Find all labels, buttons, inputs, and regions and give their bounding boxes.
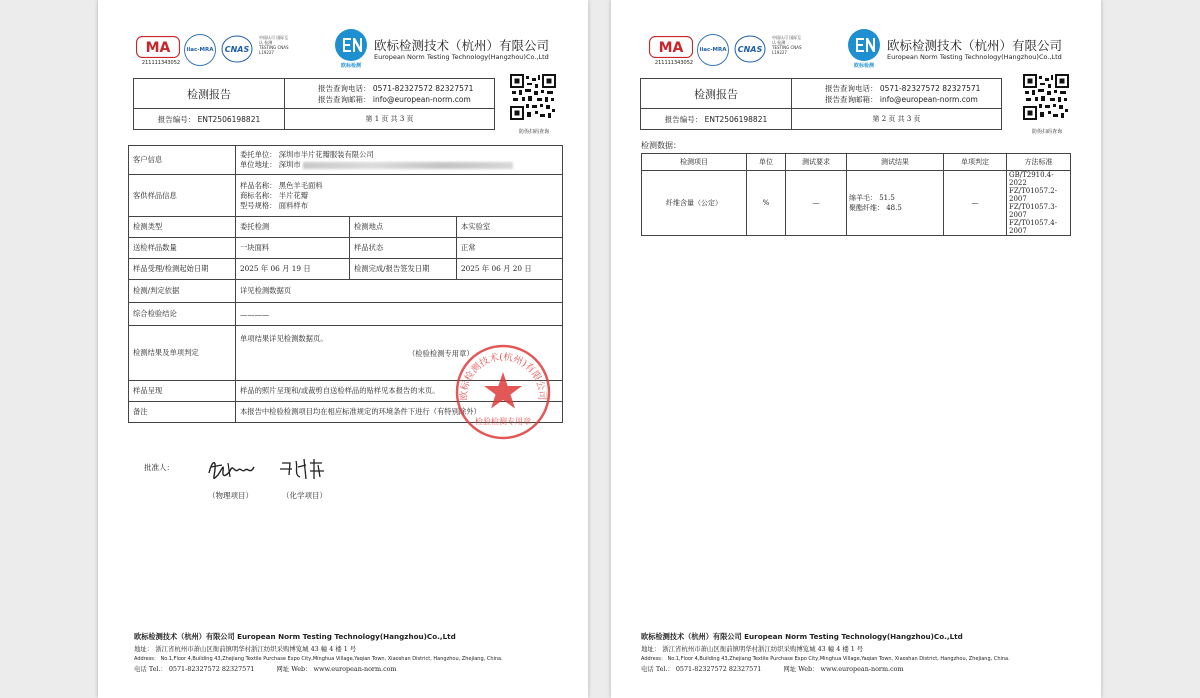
svg-text:CNAS: CNAS (224, 45, 250, 54)
remark-label: 备注 (129, 402, 236, 423)
method-standard: GB/T2910.4-2022 (1009, 171, 1054, 187)
cma-code: 211111343052 (141, 60, 181, 66)
table-row (129, 175, 563, 217)
cma-code: 211111343052 (654, 60, 694, 66)
footer-address-en: Address： No.1,Floor 4,Building 43,Zhejiang Textile Purchase Expo City,Minghua Village,Yaqian Town, Xiaoshan District, Hangzhou, Zhejiang, China. (641, 656, 1010, 662)
footer (134, 632, 574, 673)
model-spec: 型号规格： 面料样布 (240, 200, 308, 210)
approver-physical-caption: （物理项目） (208, 491, 253, 500)
sample-name: 样品名称： 黑色羊毛面料 (240, 180, 323, 190)
client-info-value (236, 146, 563, 175)
footer-address-en: Address： No.1,Floor 4,Building 43,Zhejiang Textile Purchase Expo City,Minghua Village,Yaqian Town, Xiaoshan District, Hangzhou, Zhejiang, China. (134, 656, 503, 662)
footer (641, 632, 1081, 673)
footer-address-cn: 地址： 浙江省杭州市萧山区衙前镇明华村浙江纺织采购博览城 43 幢 4 楼 1 号 (641, 645, 864, 653)
phone-line: 报告查询电话： 0571-82327572 82327571 (318, 84, 474, 93)
footer-tel: 电话 Tel.： 0571-82327572 82327571 (134, 665, 255, 673)
footer-company: 欧标检测技术（杭州）有限公司 European Norm Testing Technology(Hangzhou)Co.,Ltd (134, 632, 456, 641)
cnas-logo-icon (221, 34, 253, 64)
table-row (129, 146, 563, 175)
table-row (642, 171, 1071, 236)
table-row (129, 217, 563, 238)
page-info: 第 2 页 共 3 页 (872, 115, 921, 123)
cma-logo-icon (136, 36, 180, 58)
company-name-cn: 欧标检测技术（杭州）有限公司 (887, 38, 1063, 53)
col-test-item: 检测项目 (642, 154, 747, 171)
en-logo-caption: 欧标检测 (853, 63, 874, 69)
table-row (129, 303, 563, 326)
client-name: 委托单位： 深圳市半片花瓣服装有限公司 (240, 150, 374, 159)
phone-line: 报告查询电话： 0571-82327572 82327571 (825, 84, 981, 93)
presentation-value: 样品的照片呈现和/或裁剪自送检样品的贴样见本报告的末页。 (236, 381, 563, 402)
col-requirement: 测试要求 (786, 154, 847, 171)
email-line: 报告查询邮箱： info@european-norm.com (825, 95, 978, 104)
ilac-mra-logo-icon: ilac-MRA (184, 34, 216, 66)
report-page-2 (611, 0, 1101, 698)
client-address-text: 单位地址： 深圳市 (240, 160, 301, 169)
conclusion-label: 综合检验结论 (129, 303, 236, 326)
issue-date-value: 2025 年 06 月 20 日 (457, 259, 563, 280)
client-info-label: 客户信息 (129, 146, 236, 175)
issue-date-label: 检测完成/报告签发日期 (350, 259, 457, 280)
report-number: 报告编号： ENT2506198821 (641, 109, 792, 129)
report-header-box (640, 78, 1002, 130)
footer-web[interactable]: 网址 Web： www.european-norm.com (783, 665, 904, 673)
col-result: 测试结果 (847, 154, 944, 171)
method-standard: FZ/T01057.4-2007 (1009, 219, 1058, 235)
official-seal-icon (453, 342, 553, 442)
start-date-value: 2025 年 06 月 19 日 (236, 259, 350, 280)
redacted-address (303, 162, 513, 169)
table-header-row (642, 154, 1071, 171)
report-page-1 (98, 0, 588, 698)
requirement-value: — (786, 171, 847, 236)
test-data-table (641, 153, 1071, 236)
test-item-value: 纤维含量（公定） (642, 171, 747, 236)
email-line: 报告查询邮箱： info@european-norm.com (318, 95, 471, 104)
report-header-box (133, 78, 495, 130)
unit-value: % (747, 171, 786, 236)
en-logo-icon (334, 28, 368, 62)
result-wool: 绵羊毛： 51.5 (849, 194, 895, 202)
result-text: 单项结果详见检测数据页。 (240, 334, 328, 343)
test-type-label: 检测类型 (129, 217, 236, 238)
brand-name: 商标名称： 半片花瓣 (240, 190, 308, 200)
result-value (847, 171, 944, 236)
footer-address-cn: 地址： 浙江省杭州市萧山区衙前镇明华村浙江纺织采购博览城 43 幢 4 楼 1 号 (134, 645, 357, 653)
footer-contact (641, 664, 1081, 673)
col-unit: 单位 (747, 154, 786, 171)
footer-web[interactable]: 网址 Web： www.european-norm.com (276, 665, 397, 673)
qr-caption: 防伪扫码查询 (1031, 129, 1062, 135)
cnas-caption: 中国认可 国际互认 检测 TESTING CNAS L19227 (259, 35, 289, 55)
sample-state-value: 正常 (457, 238, 563, 259)
basis-label: 检测/判定依据 (129, 280, 236, 303)
table-row (129, 280, 563, 303)
cma-logo-icon (649, 36, 693, 58)
conclusion-value: ———— (236, 303, 563, 326)
en-logo-caption: 欧标检测 (340, 63, 361, 69)
basis-value: 详见检测数据页 (236, 280, 563, 303)
en-logo-icon (847, 28, 881, 62)
qr-code-icon[interactable] (1023, 74, 1069, 120)
col-method: 方法标准 (1007, 154, 1071, 171)
qr-caption: 防伪扫码查询 (518, 129, 549, 135)
company-name-cn: 欧标检测技术（杭州）有限公司 (374, 38, 550, 53)
footer-tel: 电话 Tel.： 0571-82327572 82327571 (641, 665, 762, 673)
method-value (1007, 171, 1071, 236)
seal-subtext: 检验检测专用章 (475, 417, 531, 426)
stamp-note: （检验检测专用章） (408, 349, 474, 358)
footer-contact (134, 664, 574, 673)
company-name-en: European Norm Testing Technology(Hangzhou)Co.,Ltd (887, 53, 1062, 61)
footer-company: 欧标检测技术（杭州）有限公司 European Norm Testing Technology(Hangzhou)Co.,Ltd (641, 632, 963, 641)
sample-qty-value: 一块面料 (236, 238, 350, 259)
qr-code-icon[interactable] (510, 74, 556, 120)
signature-physical-icon (206, 455, 258, 485)
report-title: 检测报告 (134, 79, 285, 109)
svg-text:CNAS: CNAS (737, 45, 763, 54)
test-place-value: 本实验室 (457, 217, 563, 238)
contact-info (792, 79, 1001, 109)
cnas-logo-icon (734, 34, 766, 64)
sample-state-label: 样品状态 (350, 238, 457, 259)
sample-qty-label: 送检样品数量 (129, 238, 236, 259)
table-row (129, 259, 563, 280)
presentation-label: 样品呈现 (129, 381, 236, 402)
sample-info-label: 客供样品信息 (129, 175, 236, 217)
company-name-en: European Norm Testing Technology(Hangzhou)Co.,Ltd (374, 53, 549, 61)
page-info: 第 1 页 共 3 页 (365, 115, 414, 123)
test-place-label: 检测地点 (350, 217, 457, 238)
method-standard: FZ/T01057.3-2007 (1009, 203, 1058, 219)
report-title: 检测报告 (641, 79, 792, 109)
result-label: 检测结果及单项判定 (129, 326, 236, 381)
report-number: 报告编号： ENT2506198821 (134, 109, 285, 129)
seal-text: 欧标检测技术(杭州)有限公司 (458, 351, 548, 401)
start-date-label: 样品受理/检测起始日期 (129, 259, 236, 280)
svg-text:MA: MA (145, 40, 171, 56)
cnas-caption: 中国认可 国际互认 检测 TESTING CNAS L19227 (772, 35, 802, 55)
client-address (240, 160, 558, 170)
remark-value: 本报告中检验检测项目均在相应标准规定的环境条件下进行（有特别除外） (236, 402, 563, 423)
svg-text:MA: MA (658, 40, 684, 56)
approver-chemical-caption: （化学项目） (282, 491, 327, 500)
col-judgement: 单项判定 (944, 154, 1007, 171)
data-section-title: 检测数据： (641, 141, 681, 150)
contact-info (285, 79, 494, 109)
judgement-value: — (944, 171, 1007, 236)
ilac-mra-logo-icon: ilac-MRA (697, 34, 729, 66)
sample-info-value (236, 175, 563, 217)
signature-chemical-icon (278, 455, 328, 483)
method-standard: FZ/T01057.2-2007 (1009, 187, 1058, 203)
test-type-value: 委托检测 (236, 217, 350, 238)
approver-label: 批准人： (144, 463, 174, 472)
table-row (129, 238, 563, 259)
result-polyester: 聚酯纤维： 48.5 (849, 204, 902, 212)
